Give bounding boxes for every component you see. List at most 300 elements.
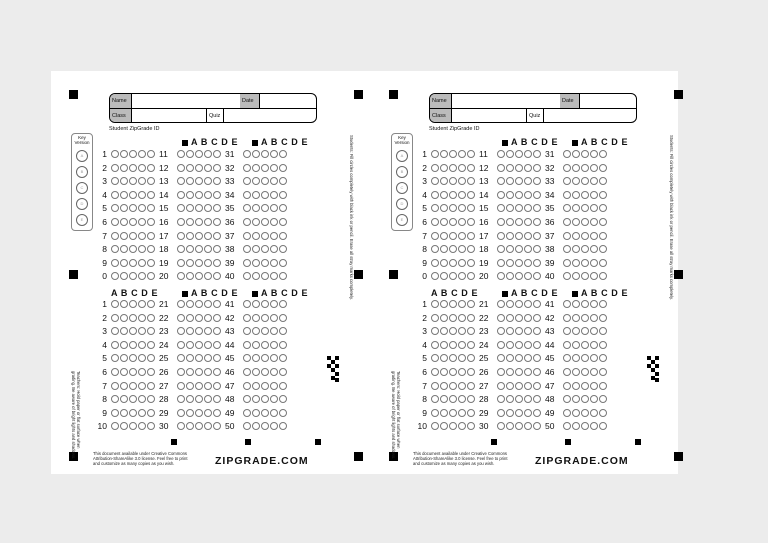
answer-bubble[interactable] [599, 354, 607, 362]
answer-bubble[interactable] [515, 218, 523, 226]
answer-bubble[interactable] [563, 300, 571, 308]
answer-bubble[interactable] [270, 245, 278, 253]
answer-bubble[interactable] [431, 314, 439, 322]
date-field[interactable] [261, 94, 316, 108]
answer-bubble[interactable] [449, 327, 457, 335]
answer-bubble[interactable] [279, 409, 287, 417]
answer-bubble[interactable] [572, 232, 580, 240]
answer-bubble[interactable] [581, 395, 589, 403]
answer-bubble[interactable] [129, 245, 137, 253]
answer-bubble[interactable] [431, 245, 439, 253]
answer-bubble[interactable] [599, 164, 607, 172]
answer-bubble[interactable] [431, 422, 439, 430]
answer-bubble[interactable] [204, 382, 212, 390]
answer-bubble[interactable] [177, 395, 185, 403]
key-version-bubble[interactable]: A [76, 150, 88, 162]
answer-bubble[interactable] [261, 164, 269, 172]
answer-bubble[interactable] [147, 341, 155, 349]
answer-bubble[interactable] [497, 314, 505, 322]
answer-bubble[interactable] [204, 272, 212, 280]
answer-bubble[interactable] [243, 150, 251, 158]
answer-bubble[interactable] [147, 245, 155, 253]
answer-bubble[interactable] [195, 354, 203, 362]
answer-bubble[interactable] [533, 409, 541, 417]
answer-bubble[interactable] [563, 327, 571, 335]
answer-bubble[interactable] [252, 327, 260, 335]
answer-bubble[interactable] [213, 409, 221, 417]
answer-bubble[interactable] [431, 300, 439, 308]
answer-bubble[interactable] [590, 191, 598, 199]
answer-bubble[interactable] [279, 204, 287, 212]
answer-bubble[interactable] [458, 327, 466, 335]
answer-bubble[interactable] [506, 150, 514, 158]
answer-bubble[interactable] [129, 300, 137, 308]
answer-bubble[interactable] [129, 341, 137, 349]
answer-bubble[interactable] [467, 341, 475, 349]
answer-bubble[interactable] [111, 150, 119, 158]
key-version-bubble[interactable]: C [76, 182, 88, 194]
answer-bubble[interactable] [506, 164, 514, 172]
answer-bubble[interactable] [563, 422, 571, 430]
answer-bubble[interactable] [243, 218, 251, 226]
answer-bubble[interactable] [213, 191, 221, 199]
answer-bubble[interactable] [129, 395, 137, 403]
answer-bubble[interactable] [524, 314, 532, 322]
answer-bubble[interactable] [129, 218, 137, 226]
answer-bubble[interactable] [497, 259, 505, 267]
answer-bubble[interactable] [129, 314, 137, 322]
answer-bubble[interactable] [279, 341, 287, 349]
quiz-field[interactable] [545, 109, 636, 123]
answer-bubble[interactable] [467, 409, 475, 417]
answer-bubble[interactable] [563, 395, 571, 403]
answer-bubble[interactable] [213, 422, 221, 430]
answer-bubble[interactable] [440, 341, 448, 349]
answer-bubble[interactable] [243, 232, 251, 240]
answer-bubble[interactable] [213, 341, 221, 349]
answer-bubble[interactable] [129, 272, 137, 280]
answer-bubble[interactable] [243, 422, 251, 430]
answer-bubble[interactable] [186, 395, 194, 403]
answer-bubble[interactable] [120, 177, 128, 185]
answer-bubble[interactable] [467, 150, 475, 158]
answer-bubble[interactable] [138, 272, 146, 280]
answer-bubble[interactable] [590, 272, 598, 280]
answer-bubble[interactable] [243, 382, 251, 390]
answer-bubble[interactable] [261, 382, 269, 390]
answer-bubble[interactable] [431, 272, 439, 280]
answer-bubble[interactable] [261, 327, 269, 335]
answer-bubble[interactable] [458, 272, 466, 280]
answer-bubble[interactable] [147, 395, 155, 403]
answer-bubble[interactable] [590, 341, 598, 349]
answer-bubble[interactable] [449, 259, 457, 267]
answer-bubble[interactable] [515, 272, 523, 280]
answer-bubble[interactable] [497, 150, 505, 158]
answer-bubble[interactable] [431, 259, 439, 267]
answer-bubble[interactable] [440, 272, 448, 280]
answer-bubble[interactable] [129, 164, 137, 172]
answer-bubble[interactable] [147, 177, 155, 185]
answer-bubble[interactable] [506, 395, 514, 403]
answer-bubble[interactable] [252, 354, 260, 362]
answer-bubble[interactable] [533, 422, 541, 430]
answer-bubble[interactable] [581, 368, 589, 376]
answer-bubble[interactable] [252, 368, 260, 376]
answer-bubble[interactable] [270, 150, 278, 158]
answer-bubble[interactable] [243, 164, 251, 172]
answer-bubble[interactable] [186, 327, 194, 335]
answer-bubble[interactable] [524, 164, 532, 172]
answer-bubble[interactable] [129, 354, 137, 362]
answer-bubble[interactable] [111, 395, 119, 403]
answer-bubble[interactable] [213, 354, 221, 362]
answer-bubble[interactable] [243, 314, 251, 322]
answer-bubble[interactable] [279, 382, 287, 390]
answer-bubble[interactable] [590, 150, 598, 158]
answer-bubble[interactable] [533, 395, 541, 403]
answer-bubble[interactable] [497, 300, 505, 308]
answer-bubble[interactable] [497, 204, 505, 212]
answer-bubble[interactable] [177, 300, 185, 308]
answer-bubble[interactable] [270, 422, 278, 430]
answer-bubble[interactable] [138, 314, 146, 322]
answer-bubble[interactable] [261, 191, 269, 199]
answer-bubble[interactable] [581, 218, 589, 226]
answer-bubble[interactable] [590, 177, 598, 185]
answer-bubble[interactable] [590, 327, 598, 335]
answer-bubble[interactable] [186, 245, 194, 253]
answer-bubble[interactable] [252, 218, 260, 226]
answer-bubble[interactable] [458, 409, 466, 417]
answer-bubble[interactable] [572, 164, 580, 172]
answer-bubble[interactable] [449, 191, 457, 199]
answer-bubble[interactable] [449, 354, 457, 362]
answer-bubble[interactable] [440, 409, 448, 417]
answer-bubble[interactable] [467, 218, 475, 226]
answer-bubble[interactable] [590, 245, 598, 253]
answer-bubble[interactable] [138, 382, 146, 390]
answer-bubble[interactable] [599, 272, 607, 280]
answer-bubble[interactable] [581, 314, 589, 322]
answer-bubble[interactable] [129, 382, 137, 390]
answer-bubble[interactable] [515, 232, 523, 240]
answer-bubble[interactable] [440, 314, 448, 322]
answer-bubble[interactable] [449, 422, 457, 430]
answer-bubble[interactable] [186, 150, 194, 158]
answer-bubble[interactable] [186, 177, 194, 185]
answer-bubble[interactable] [533, 218, 541, 226]
answer-bubble[interactable] [449, 164, 457, 172]
answer-bubble[interactable] [195, 327, 203, 335]
answer-bubble[interactable] [581, 272, 589, 280]
answer-bubble[interactable] [449, 232, 457, 240]
answer-bubble[interactable] [515, 382, 523, 390]
answer-bubble[interactable] [524, 422, 532, 430]
answer-bubble[interactable] [467, 354, 475, 362]
answer-bubble[interactable] [590, 232, 598, 240]
answer-bubble[interactable] [111, 204, 119, 212]
answer-bubble[interactable] [497, 382, 505, 390]
answer-bubble[interactable] [120, 409, 128, 417]
answer-bubble[interactable] [506, 354, 514, 362]
class-field[interactable] [133, 109, 206, 123]
answer-bubble[interactable] [195, 382, 203, 390]
answer-bubble[interactable] [195, 164, 203, 172]
answer-bubble[interactable] [252, 300, 260, 308]
key-version-bubble[interactable]: B [76, 166, 88, 178]
answer-bubble[interactable] [458, 164, 466, 172]
answer-bubble[interactable] [129, 368, 137, 376]
answer-bubble[interactable] [497, 218, 505, 226]
answer-bubble[interactable] [204, 218, 212, 226]
answer-bubble[interactable] [533, 354, 541, 362]
answer-bubble[interactable] [581, 382, 589, 390]
answer-bubble[interactable] [252, 204, 260, 212]
answer-bubble[interactable] [261, 314, 269, 322]
answer-bubble[interactable] [524, 218, 532, 226]
answer-bubble[interactable] [120, 368, 128, 376]
answer-bubble[interactable] [138, 150, 146, 158]
answer-bubble[interactable] [563, 314, 571, 322]
answer-bubble[interactable] [581, 164, 589, 172]
answer-bubble[interactable] [458, 314, 466, 322]
answer-bubble[interactable] [533, 150, 541, 158]
answer-bubble[interactable] [581, 300, 589, 308]
answer-bubble[interactable] [533, 204, 541, 212]
answer-bubble[interactable] [186, 204, 194, 212]
answer-bubble[interactable] [261, 272, 269, 280]
name-field[interactable] [133, 94, 240, 108]
answer-bubble[interactable] [467, 422, 475, 430]
answer-bubble[interactable] [440, 232, 448, 240]
answer-bubble[interactable] [279, 177, 287, 185]
answer-bubble[interactable] [129, 191, 137, 199]
answer-bubble[interactable] [129, 204, 137, 212]
answer-bubble[interactable] [449, 218, 457, 226]
answer-bubble[interactable] [458, 341, 466, 349]
answer-bubble[interactable] [515, 177, 523, 185]
answer-bubble[interactable] [120, 382, 128, 390]
answer-bubble[interactable] [129, 422, 137, 430]
answer-bubble[interactable] [186, 314, 194, 322]
answer-bubble[interactable] [270, 218, 278, 226]
answer-bubble[interactable] [252, 259, 260, 267]
answer-bubble[interactable] [581, 422, 589, 430]
answer-bubble[interactable] [440, 382, 448, 390]
answer-bubble[interactable] [506, 300, 514, 308]
answer-bubble[interactable] [261, 204, 269, 212]
answer-bubble[interactable] [204, 422, 212, 430]
answer-bubble[interactable] [129, 327, 137, 335]
answer-bubble[interactable] [138, 164, 146, 172]
answer-bubble[interactable] [120, 259, 128, 267]
answer-bubble[interactable] [204, 314, 212, 322]
answer-bubble[interactable] [440, 164, 448, 172]
answer-bubble[interactable] [590, 395, 598, 403]
answer-bubble[interactable] [524, 150, 532, 158]
answer-bubble[interactable] [515, 314, 523, 322]
answer-bubble[interactable] [252, 382, 260, 390]
answer-bubble[interactable] [252, 164, 260, 172]
answer-bubble[interactable] [497, 368, 505, 376]
answer-bubble[interactable] [213, 218, 221, 226]
answer-bubble[interactable] [147, 314, 155, 322]
answer-bubble[interactable] [467, 314, 475, 322]
answer-bubble[interactable] [497, 232, 505, 240]
answer-bubble[interactable] [497, 409, 505, 417]
answer-bubble[interactable] [581, 327, 589, 335]
answer-bubble[interactable] [177, 272, 185, 280]
answer-bubble[interactable] [449, 314, 457, 322]
answer-bubble[interactable] [252, 341, 260, 349]
answer-bubble[interactable] [177, 164, 185, 172]
answer-bubble[interactable] [440, 218, 448, 226]
answer-bubble[interactable] [213, 382, 221, 390]
answer-bubble[interactable] [590, 368, 598, 376]
answer-bubble[interactable] [506, 382, 514, 390]
answer-bubble[interactable] [467, 177, 475, 185]
answer-bubble[interactable] [261, 368, 269, 376]
answer-bubble[interactable] [458, 382, 466, 390]
answer-bubble[interactable] [599, 191, 607, 199]
answer-bubble[interactable] [195, 150, 203, 158]
answer-bubble[interactable] [572, 245, 580, 253]
answer-bubble[interactable] [533, 164, 541, 172]
answer-bubble[interactable] [270, 191, 278, 199]
answer-bubble[interactable] [449, 204, 457, 212]
answer-bubble[interactable] [138, 300, 146, 308]
answer-bubble[interactable] [111, 259, 119, 267]
answer-bubble[interactable] [431, 164, 439, 172]
answer-bubble[interactable] [431, 232, 439, 240]
answer-bubble[interactable] [506, 409, 514, 417]
answer-bubble[interactable] [204, 327, 212, 335]
key-version-bubble[interactable]: C [396, 182, 408, 194]
answer-bubble[interactable] [563, 191, 571, 199]
answer-bubble[interactable] [563, 368, 571, 376]
answer-bubble[interactable] [261, 245, 269, 253]
answer-bubble[interactable] [120, 314, 128, 322]
answer-bubble[interactable] [458, 232, 466, 240]
answer-bubble[interactable] [515, 422, 523, 430]
answer-bubble[interactable] [243, 259, 251, 267]
answer-bubble[interactable] [147, 204, 155, 212]
answer-bubble[interactable] [581, 232, 589, 240]
answer-bubble[interactable] [186, 232, 194, 240]
answer-bubble[interactable] [138, 245, 146, 253]
answer-bubble[interactable] [599, 300, 607, 308]
answer-bubble[interactable] [431, 327, 439, 335]
answer-bubble[interactable] [252, 314, 260, 322]
answer-bubble[interactable] [449, 395, 457, 403]
answer-bubble[interactable] [120, 300, 128, 308]
answer-bubble[interactable] [581, 177, 589, 185]
answer-bubble[interactable] [599, 204, 607, 212]
answer-bubble[interactable] [213, 177, 221, 185]
answer-bubble[interactable] [572, 191, 580, 199]
answer-bubble[interactable] [497, 327, 505, 335]
answer-bubble[interactable] [572, 177, 580, 185]
answer-bubble[interactable] [129, 259, 137, 267]
answer-bubble[interactable] [129, 232, 137, 240]
answer-bubble[interactable] [440, 368, 448, 376]
answer-bubble[interactable] [533, 191, 541, 199]
answer-bubble[interactable] [138, 409, 146, 417]
answer-bubble[interactable] [270, 204, 278, 212]
answer-bubble[interactable] [431, 395, 439, 403]
answer-bubble[interactable] [467, 327, 475, 335]
answer-bubble[interactable] [563, 354, 571, 362]
answer-bubble[interactable] [515, 341, 523, 349]
answer-bubble[interactable] [138, 204, 146, 212]
answer-bubble[interactable] [572, 300, 580, 308]
answer-bubble[interactable] [458, 422, 466, 430]
answer-bubble[interactable] [195, 191, 203, 199]
answer-bubble[interactable] [147, 368, 155, 376]
answer-bubble[interactable] [138, 422, 146, 430]
answer-bubble[interactable] [467, 382, 475, 390]
answer-bubble[interactable] [533, 314, 541, 322]
answer-bubble[interactable] [147, 272, 155, 280]
answer-bubble[interactable] [270, 327, 278, 335]
answer-bubble[interactable] [270, 409, 278, 417]
answer-bubble[interactable] [177, 368, 185, 376]
answer-bubble[interactable] [572, 218, 580, 226]
answer-bubble[interactable] [467, 259, 475, 267]
answer-bubble[interactable] [243, 341, 251, 349]
key-version-bubble[interactable]: A [396, 150, 408, 162]
answer-bubble[interactable] [599, 314, 607, 322]
answer-bubble[interactable] [138, 327, 146, 335]
answer-bubble[interactable] [195, 409, 203, 417]
answer-bubble[interactable] [563, 272, 571, 280]
answer-bubble[interactable] [138, 354, 146, 362]
key-version-bubble[interactable]: D [396, 198, 408, 210]
answer-bubble[interactable] [458, 218, 466, 226]
answer-bubble[interactable] [177, 327, 185, 335]
key-version-bubble[interactable]: B [396, 166, 408, 178]
answer-bubble[interactable] [177, 245, 185, 253]
answer-bubble[interactable] [204, 177, 212, 185]
answer-bubble[interactable] [506, 327, 514, 335]
answer-bubble[interactable] [147, 300, 155, 308]
answer-bubble[interactable] [515, 164, 523, 172]
answer-bubble[interactable] [563, 232, 571, 240]
answer-bubble[interactable] [270, 300, 278, 308]
answer-bubble[interactable] [186, 368, 194, 376]
answer-bubble[interactable] [590, 218, 598, 226]
answer-bubble[interactable] [515, 395, 523, 403]
answer-bubble[interactable] [147, 232, 155, 240]
answer-bubble[interactable] [449, 177, 457, 185]
answer-bubble[interactable] [120, 204, 128, 212]
answer-bubble[interactable] [515, 191, 523, 199]
answer-bubble[interactable] [177, 218, 185, 226]
answer-bubble[interactable] [533, 245, 541, 253]
answer-bubble[interactable] [599, 218, 607, 226]
answer-bubble[interactable] [111, 300, 119, 308]
answer-bubble[interactable] [572, 395, 580, 403]
answer-bubble[interactable] [599, 422, 607, 430]
answer-bubble[interactable] [572, 422, 580, 430]
answer-bubble[interactable] [195, 245, 203, 253]
answer-bubble[interactable] [213, 368, 221, 376]
answer-bubble[interactable] [515, 300, 523, 308]
answer-bubble[interactable] [204, 300, 212, 308]
answer-bubble[interactable] [431, 218, 439, 226]
answer-bubble[interactable] [563, 204, 571, 212]
